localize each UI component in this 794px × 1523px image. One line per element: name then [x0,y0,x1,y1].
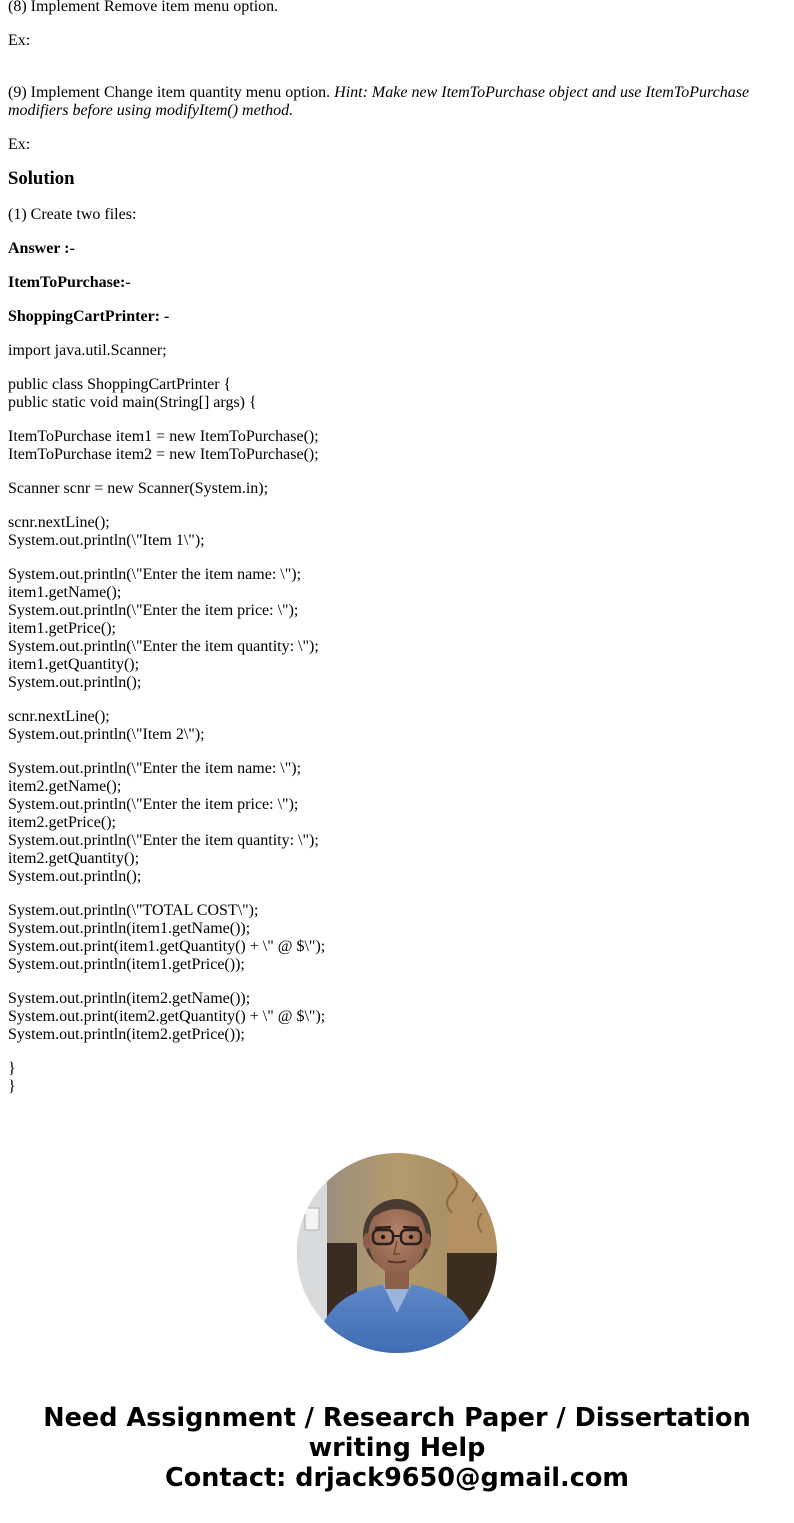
promo-footer [0,1403,794,1493]
code-block [8,566,786,692]
code-line: System.out.print(item2.getQuantity() + \" @ $\"); [8,1008,326,1025]
code-line: System.out.println(\"Item 1\"); [8,532,205,549]
author-avatar [297,1153,497,1353]
code-line: System.out.println(\"Enter the item name: \"); [8,566,302,583]
code-line: public class ShoppingCartPrinter { [8,376,232,393]
step-9-text: (9) Implement Change item quantity menu option. [8,84,335,101]
shopping-cart-printer-label: ShoppingCartPrinter: - [8,308,170,325]
code-line: } [8,1060,16,1077]
code-line: scnr.nextLine(); [8,514,110,531]
code-line: System.out.println(\"Enter the item price: \"); [8,796,299,813]
solution-heading: Solution [8,168,75,189]
code-line: item2.getQuantity(); [8,850,140,867]
code-block [8,760,786,886]
code-line: System.out.println(item2.getPrice()); [8,1026,245,1043]
code-block [8,376,786,412]
code-line: System.out.print(item1.getQuantity() + \" @ $\"); [8,938,326,955]
example-label: Ex: [8,32,31,49]
code-line: System.out.println(item2.getName()); [8,990,251,1007]
code-listing [8,342,786,1096]
code-line: import java.util.Scanner; [8,342,167,359]
code-block [8,990,786,1044]
step-8-text: (8) Implement Remove item menu option. [8,0,279,15]
code-line: System.out.println(); [8,674,142,691]
code-block [8,514,786,550]
code-line: scnr.nextLine(); [8,708,110,725]
code-line: item2.getName(); [8,778,122,795]
code-line: System.out.println(\"Enter the item price: \"); [8,602,299,619]
code-block [8,902,786,974]
code-line: item1.getQuantity(); [8,656,140,673]
answer-label: Answer :- [8,240,75,257]
item-to-purchase-label: ItemToPurchase:- [8,274,131,291]
contact-email[interactable]: Contact: drjack9650@gmail.com [165,1463,629,1493]
code-line: item1.getPrice(); [8,620,116,637]
code-line: System.out.println(\"Enter the item quantity: \"); [8,832,319,849]
code-line: System.out.println(item1.getName()); [8,920,251,937]
code-line: Scanner scnr = new Scanner(System.in); [8,480,269,497]
step-9-paragraph [8,84,786,120]
code-line: item2.getPrice(); [8,814,116,831]
code-line: System.out.println(item1.getPrice()); [8,956,245,973]
code-line: public static void main(String[] args) { [8,394,257,411]
code-line: item1.getName(); [8,584,122,601]
code-line: System.out.println(\"Enter the item name: \"); [8,760,302,777]
code-block [8,708,786,744]
code-line: System.out.println(\"Item 2\"); [8,726,205,743]
promo-line-2: writing Help [308,1433,486,1463]
code-line: System.out.println(\"Enter the item quantity: \"); [8,638,319,655]
code-block [8,428,786,464]
code-block [8,1060,786,1096]
promo-line-1: Need Assignment / Research Paper / Dissertation [43,1403,751,1433]
code-line: System.out.println(); [8,868,142,885]
step-9-hint: Hint: Make new ItemToPurchase object and use ItemToPurchase modifiers before using modifyItem() method. [8,84,750,119]
code-line: ItemToPurchase item2 = new ItemToPurchase(); [8,446,319,463]
example-label: Ex: [8,136,31,153]
document-body [8,0,786,1096]
code-line: ItemToPurchase item1 = new ItemToPurchase(); [8,428,319,445]
author-photo [297,1153,497,1353]
code-line: } [8,1078,16,1095]
create-files-text: (1) Create two files: [8,206,137,223]
code-line: System.out.println(\"TOTAL COST\"); [8,902,259,919]
